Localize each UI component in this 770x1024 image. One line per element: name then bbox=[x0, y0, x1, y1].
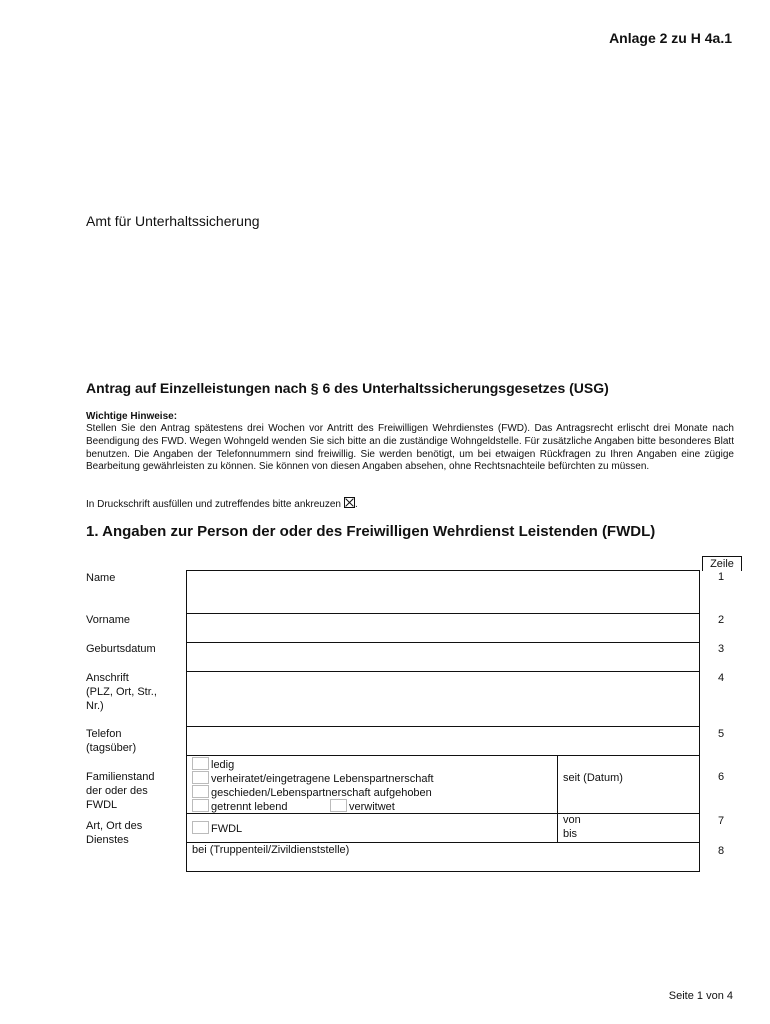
line-number: 1 bbox=[717, 571, 725, 583]
option-verwitwet[interactable] bbox=[330, 799, 395, 814]
row-divider bbox=[187, 755, 699, 756]
checkbox-icon[interactable] bbox=[192, 821, 209, 834]
von-field[interactable]: von bbox=[563, 814, 581, 826]
person-form bbox=[186, 570, 700, 872]
checkbox-icon[interactable] bbox=[192, 799, 209, 812]
bis-field[interactable]: bis bbox=[563, 828, 578, 840]
section-heading: 1. Angaben zur Person der oder des Freiwilligen Wehrdienst Leistenden (FWDL) bbox=[86, 523, 656, 540]
label-vorname: Vorname bbox=[86, 614, 131, 626]
option-verheiratet[interactable] bbox=[192, 771, 434, 786]
label-dienst: Art, Ort des Dienstes bbox=[86, 820, 143, 846]
column-divider bbox=[557, 814, 558, 842]
option-label: ledig bbox=[211, 759, 235, 771]
hints-heading: Wichtige Hinweise: bbox=[86, 411, 178, 422]
option-getrennt[interactable] bbox=[192, 799, 287, 814]
anschrift-field[interactable] bbox=[187, 672, 699, 726]
line-number: 4 bbox=[717, 672, 725, 684]
option-ledig[interactable] bbox=[192, 757, 234, 772]
line-number: 7 bbox=[717, 815, 725, 827]
option-label: getrennt lebend bbox=[211, 801, 288, 813]
instruction-text: In Druckschrift ausfüllen und zutreffendes bitte ankreuzen bbox=[86, 499, 341, 510]
option-label: verheiratet/eingetragene Lebenspartnerschaft bbox=[211, 773, 434, 785]
hints-text: Stellen Sie den Antrag spätestens drei Wochen vor Antritt des Freiwilligen Wehrdienstes (FWD). Das Antragsrecht erlischt drei Monate nach Beendigung des FWD. Wegen Wohngeld wenden Sie sich bitte an die zuständige Wohngeldstelle. Für zusätzliche Angaben bitte besonderes Blatt benutzen. Die Angaben der Telefonnummern sind freiwillig. Sie werden benötigt, um bei etwaigen Rückfragen zu Ihren Angaben eine zügige Bearbeitung gewährleisten zu können. Sie können von diesen Angaben absehen, ohne Rechtsnachteile befürchten zu müssen. bbox=[86, 423, 734, 473]
seit-field[interactable]: seit (Datum) bbox=[563, 772, 623, 784]
option-geschieden[interactable] bbox=[192, 785, 432, 800]
checked-box-icon bbox=[344, 497, 355, 508]
name-field[interactable] bbox=[187, 571, 699, 613]
line-number: 6 bbox=[717, 771, 725, 783]
line-number: 3 bbox=[717, 643, 725, 655]
column-divider bbox=[557, 756, 558, 813]
office-name: Amt für Unterhaltssicherung bbox=[86, 213, 260, 229]
line-number: 2 bbox=[717, 614, 725, 626]
checkbox-icon[interactable] bbox=[192, 785, 209, 798]
instruction: In Druckschrift ausfüllen und zutreffendes bitte ankreuzen . bbox=[86, 499, 358, 510]
page-number: Seite 1 von 4 bbox=[668, 990, 733, 1002]
geburtsdatum-field[interactable] bbox=[187, 643, 699, 671]
line-number: 8 bbox=[717, 845, 725, 857]
checkbox-icon[interactable] bbox=[330, 799, 347, 812]
vorname-field[interactable] bbox=[187, 614, 699, 642]
label-familienstand: Familienstand der oder des FWDL bbox=[86, 771, 155, 811]
option-label: verwitwet bbox=[349, 801, 395, 813]
form-title: Antrag auf Einzelleistungen nach § 6 des Unterhaltssicherungsgesetzes (USG) bbox=[86, 380, 609, 396]
bei-field[interactable]: bei (Truppenteil/Zivildienststelle) bbox=[192, 844, 350, 856]
checkbox-icon[interactable] bbox=[192, 771, 209, 784]
label-name: Name bbox=[86, 572, 116, 584]
checkbox-icon[interactable] bbox=[192, 757, 209, 770]
label-telefon: Telefon (tagsüber) bbox=[86, 728, 137, 754]
zeile-header: Zeile bbox=[702, 556, 742, 571]
row-divider bbox=[187, 842, 699, 843]
line-number: 5 bbox=[717, 728, 725, 740]
option-fwdl[interactable] bbox=[192, 821, 242, 836]
option-label: geschieden/Lebenspartnerschaft aufgehoben bbox=[211, 787, 432, 799]
telefon-field[interactable] bbox=[187, 727, 699, 755]
row-divider bbox=[187, 813, 699, 814]
label-anschrift: Anschrift (PLZ, Ort, Str., Nr.) bbox=[86, 672, 157, 712]
option-label: FWDL bbox=[211, 823, 243, 835]
label-geburtsdatum: Geburtsdatum bbox=[86, 643, 156, 655]
annex-label: Anlage 2 zu H 4a.1 bbox=[609, 30, 732, 46]
